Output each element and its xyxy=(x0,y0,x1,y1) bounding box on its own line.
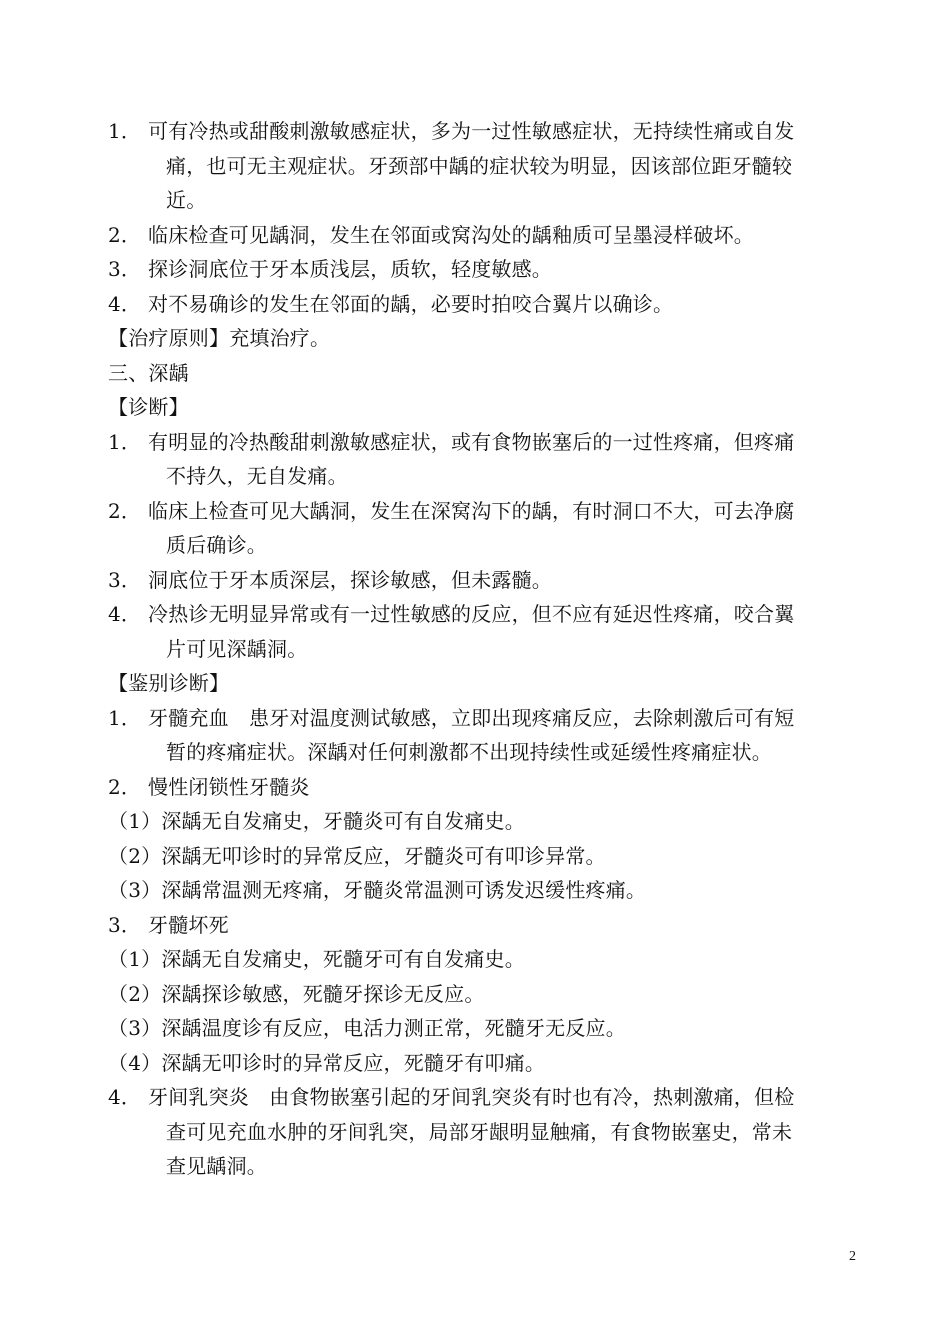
item-number: 3． xyxy=(108,912,142,937)
numbered-item xyxy=(108,114,860,217)
item-text: 牙髓充血 患牙对温度测试敏感，立即出现疼痛反应，去除刺激后可有短 xyxy=(148,705,795,730)
item-text: 对不易确诊的发生在邻面的龋，必要时拍咬合翼片以确诊。 xyxy=(148,291,674,316)
item-text: 临床检查可见龋洞，发生在邻面或窝沟处的龋釉质可呈墨浸样破坏。 xyxy=(148,222,754,247)
item-text-continuation: 查可见充血水肿的牙间乳突，局部牙龈明显触痛，有食物嵌塞史，常未 xyxy=(166,1119,793,1144)
item-text-continuation: 质后确诊。 xyxy=(166,533,267,557)
numbered-item xyxy=(108,597,860,666)
text-line: （2）深龋探诊敏感，死髓牙探诊无反应。 xyxy=(108,981,485,1006)
item-number: 1． xyxy=(108,429,142,454)
item-number: 3． xyxy=(108,567,142,592)
item-number: 4． xyxy=(108,602,142,626)
item-text: 牙髓坏死 xyxy=(148,912,229,937)
numbered-item xyxy=(108,770,860,804)
item-number: 1． xyxy=(108,119,142,143)
numbered-item xyxy=(108,218,860,252)
item-number: 4． xyxy=(108,291,142,316)
numbered-item xyxy=(108,287,860,321)
item-text: 可有冷热或甜酸刺激敏感症状，多为一过性敏感症状，无持续性痛或自发 xyxy=(148,119,795,143)
item-number: 2． xyxy=(108,222,142,247)
item-text-continuation: 查见龋洞。 xyxy=(166,1154,267,1178)
text-line: （3）深龋常温测无疼痛，牙髓炎常温测可诱发迟缓性疼痛。 xyxy=(108,878,647,902)
text-line: 【治疗原则】充填治疗。 xyxy=(108,326,331,350)
item-number: 1． xyxy=(108,705,142,730)
page-number: 2 xyxy=(849,1249,856,1264)
numbered-item xyxy=(108,563,860,597)
numbered-item xyxy=(108,425,860,494)
item-text: 有明显的冷热酸甜刺激敏感症状，或有食物嵌塞后的一过性疼痛，但疼痛 xyxy=(148,429,795,454)
item-text-continuation: 暂的疼痛症状。深龋对任何刺激都不出现持续性或延缓性疼痛症状。 xyxy=(166,740,772,764)
item-text: 临床上检查可见大龋洞，发生在深窝沟下的龋，有时洞口不大，可去净腐 xyxy=(148,498,795,523)
text-line: （4）深龋无叩诊时的异常反应，死髓牙有叩痛。 xyxy=(108,1050,546,1075)
item-number: 2． xyxy=(108,498,142,523)
document-body xyxy=(108,114,860,1184)
item-text: 冷热诊无明显异常或有一过性敏感的反应，但不应有延迟性疼痛，咬合翼 xyxy=(148,602,795,626)
text-line: （1）深龋无自发痛史，死髓牙可有自发痛史。 xyxy=(108,947,525,971)
item-text-continuation: 不持久，无自发痛。 xyxy=(166,464,348,488)
text-line: 【诊断】 xyxy=(108,395,189,419)
item-number: 2． xyxy=(108,774,142,799)
numbered-item xyxy=(108,908,860,942)
item-text: 牙间乳突炎 由食物嵌塞引起的牙间乳突炎有时也有冷，热刺激痛，但检 xyxy=(148,1085,795,1109)
text-line: 三、深龋 xyxy=(108,360,189,385)
item-number: 3． xyxy=(108,257,142,281)
item-text: 慢性闭锁性牙髓炎 xyxy=(148,774,310,799)
item-text: 探诊洞底位于牙本质浅层，质软，轻度敏感。 xyxy=(148,257,552,281)
numbered-item xyxy=(108,701,860,770)
item-text-continuation: 痛，也可无主观症状。牙颈部中龋的症状较为明显，因该部位距牙髓较 xyxy=(166,153,793,178)
item-text: 洞底位于牙本质深层，探诊敏感，但未露髓。 xyxy=(148,567,552,592)
numbered-item xyxy=(108,494,860,563)
text-line: （3）深龋温度诊有反应，电活力测正常，死髓牙无反应。 xyxy=(108,1016,626,1040)
numbered-item xyxy=(108,252,860,286)
text-line: 【鉴别诊断】 xyxy=(108,671,230,695)
numbered-item xyxy=(108,1080,860,1183)
item-number: 4． xyxy=(108,1085,142,1109)
text-line: （2）深龋无叩诊时的异常反应，牙髓炎可有叩诊异常。 xyxy=(108,843,606,868)
item-text-continuation: 片可见深龋洞。 xyxy=(166,636,308,661)
item-text-continuation: 近。 xyxy=(166,188,207,212)
text-line: （1）深龋无自发痛史，牙髓炎可有自发痛史。 xyxy=(108,809,525,833)
